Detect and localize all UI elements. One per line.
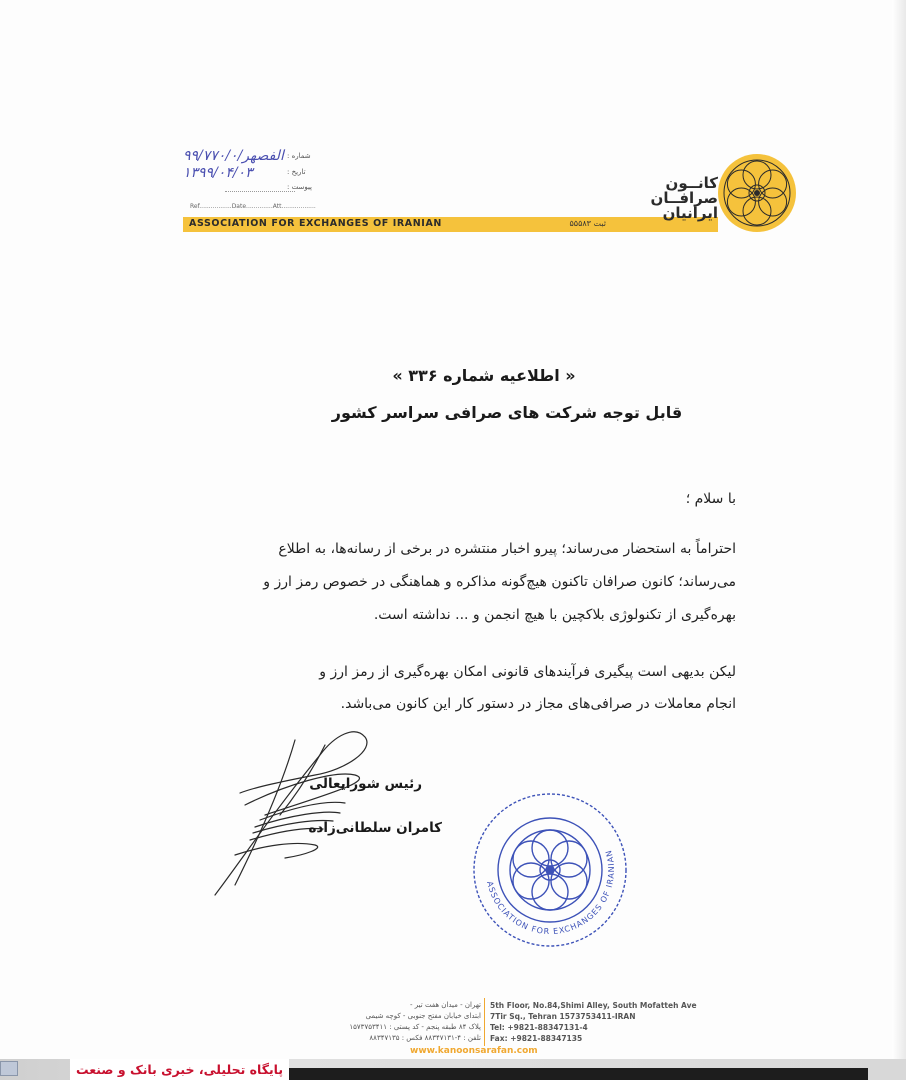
handwritten-reference-number: ۹۹/الفصهر/۷۷۰/۰: [183, 148, 284, 164]
field-attachment-label: پیوست :: [287, 183, 312, 191]
logo-wordmark: [636, 176, 718, 221]
paragraph1-line1: احتراماً به استحضار می‌رساند؛ پیرو اخبار منتشره در برخی از رسانه‌ها، به اطلاع: [278, 541, 736, 557]
attachment-dotted-line: [225, 191, 295, 192]
stamp-text-en: ASSOCIATION FOR EXCHANGES OF IRANIAN: [485, 848, 617, 937]
logo-word-1: کانــون: [665, 174, 718, 192]
field-date-label: تاریخ :: [287, 168, 306, 176]
footer-en-line3: Tel: +9821-88347131-4: [490, 1023, 588, 1032]
paragraph1-line2: می‌رساند؛ کانون صرافان تاکنون هیچ‌گونه مذاکره و هماهنگی در خصوص رمز ارز و: [263, 574, 736, 590]
handwritten-signature-icon: [205, 715, 395, 900]
footer-en-line1: 5th Floor, No.84,Shimi Alley, South Mofatteh Ave: [490, 1001, 697, 1010]
association-name-en: ASSOCIATION FOR EXCHANGES OF IRANIAN: [189, 218, 442, 229]
paragraph2-line1: لیکن بدیهی است پیگیری فرآیندهای قانونی امکان بهره‌گیری از رمز ارز و: [319, 664, 736, 680]
footer-address-en: [490, 1000, 697, 1044]
association-logo-icon: [717, 153, 797, 233]
footer-fa-line3: پلاک ۸۴ طبقه پنجم - کد پستی : ۱۵۷۳۷۵۳۴۱۱: [349, 1023, 481, 1031]
handwritten-date: ۱۳۹۹/۰۴/۰۳: [183, 165, 253, 181]
footer-en-line2: 7Tir Sq., Tehran 1573753411-IRAN: [490, 1012, 636, 1021]
banner-thumbnail-icon: [0, 1061, 18, 1076]
field-number-label: شماره :: [287, 152, 311, 160]
registration-number: ثبت ۵۵۵۸۳: [569, 219, 606, 228]
paragraph2-line2: انجام معاملات در صرافی‌های مجاز در دستور کار این کانون می‌باشد.: [340, 696, 736, 712]
logo-word-3: ایرانیان: [662, 204, 718, 222]
announcement-audience: قابل توجه شرکت های صرافی سراسر کشور: [331, 403, 683, 422]
ref-date-att-line: Ref.................Date..............Att..................: [190, 203, 316, 210]
salutation: با سلام ؛: [685, 491, 736, 507]
banner-label[interactable]: پایگاه تحلیلی، خبری بانک و صنعت: [70, 1059, 289, 1080]
footer-divider: [484, 998, 485, 1046]
footer-fa-line4: تلفن : ۴-۸۸۳۴۷۱۳۱ فکس : ۸۸۳۴۷۱۳۵: [369, 1034, 481, 1042]
reference-block: [183, 146, 333, 196]
footer-en-line4: Fax: +9821-88347135: [490, 1034, 583, 1043]
banner-dark-strip: [268, 1068, 868, 1080]
footer-website: www.kanoonsarafan.com: [410, 1046, 538, 1056]
logo-word-2: صرافــان: [650, 189, 718, 207]
official-stamp-icon: [470, 790, 630, 950]
announcement-number: « اطلاعیه شماره ۳۳۶ »: [392, 366, 576, 385]
footer-address-fa: [349, 1000, 481, 1044]
footer-fa-line1: تهران - میدان هفت تیر -: [410, 1001, 481, 1009]
paragraph1-line3: بهره‌گیری از تکنولوژی بلاکچین با هیچ انجمن و ... نداشته است.: [373, 607, 736, 623]
news-banner: [0, 1059, 906, 1080]
page-edge-shadow: [892, 0, 906, 1080]
footer-fa-line2: ابتدای خیابان مفتح جنوبی - کوچه شیمی: [365, 1012, 481, 1020]
signatory-name: کامران سلطانی‌زاده: [308, 820, 442, 836]
signatory-role: رئیس شورایعالی: [309, 776, 422, 792]
